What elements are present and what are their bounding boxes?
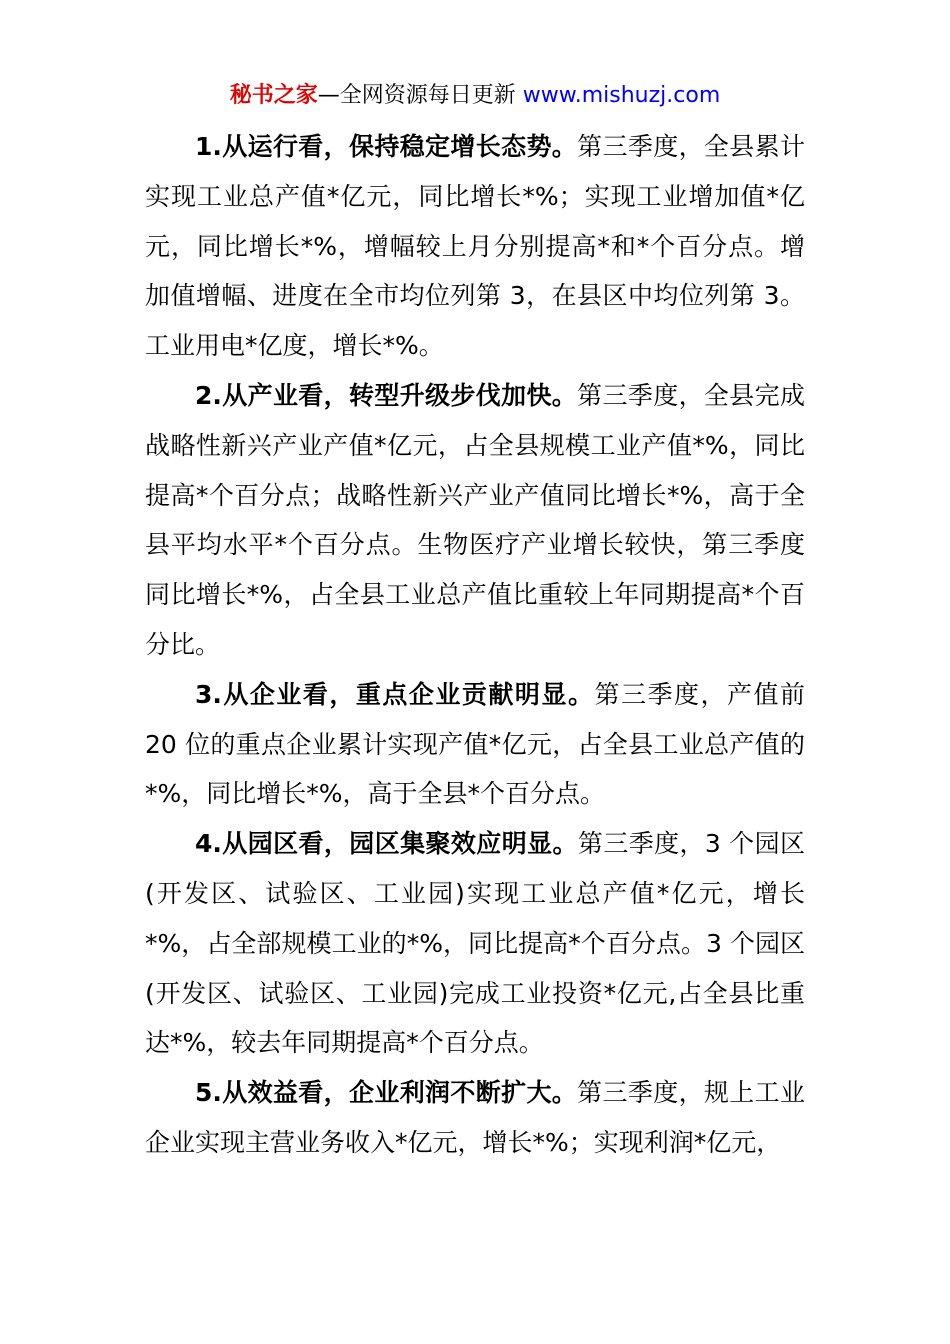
document-body [145, 122, 805, 1168]
brand-name: 秘书之家 [229, 83, 318, 108]
paragraph-heading: 5.从效益看，企业利润不断扩大。 [195, 1078, 578, 1108]
paragraph-heading: 3.从企业看，重点企业贡献明显。 [195, 679, 595, 709]
paragraph-heading: 2.从产业看，转型升级步伐加快。 [195, 380, 578, 410]
paragraph-heading: 1.从运行看，保持稳定增长态势。 [195, 132, 578, 161]
paragraph-text: 第三季度，全县完成战略性新兴产业产值*亿元，占全县规模工业产值*%，同比提高*个百分点；战略性新兴产业产值同比增长*%，高于全县平均水平*个百分点。生物医疗产业增长较快，第三季度同比增长*%，占全县工业总产值比重较上年同期提高*个百分比。 [145, 380, 805, 659]
site-header [0, 80, 950, 112]
paragraph-industry [145, 371, 805, 670]
paragraph-text: 第三季度，3 个园区(开发区、试验区、工业园)实现工业总产值*亿元，增长*%，占全部规模工业的*%，同比提高*个百分点。3 个园区(开发区、试验区、工业园)完成工业投资*亿元,占全县比重达*%，较去年同期提高*个百分点。 [145, 829, 805, 1058]
paragraph-text: 第三季度，产值前 20 位的重点企业累计实现产值*亿元，占全县工业总产值的*%，同比增长*%，高于全县*个百分点。 [145, 679, 805, 809]
paragraph-park [145, 819, 805, 1068]
paragraph-text: 第三季度，全县累计实现工业总产值*亿元，同比增长*%；实现工业增加值*亿元，同比增长*%，增幅较上月分别提高*和*个百分点。增加值增幅、进度在全市均位列第 3，在县区中均位列第 3。工业用电*亿度，增长*%。 [145, 132, 805, 361]
paragraph-enterprise [145, 670, 805, 819]
paragraph-operation [145, 122, 805, 371]
header-tagline: —全网资源每日更新 [317, 83, 516, 108]
paragraph-text: 第三季度，规上工业企业实现主营业务收入*亿元，增长*%；实现利润*亿元， [145, 1078, 805, 1157]
paragraph-benefit [145, 1068, 805, 1168]
site-url[interactable]: www.mishuzj.com [522, 83, 721, 108]
paragraph-heading: 4.从园区看，园区集聚效应明显。 [195, 829, 578, 859]
